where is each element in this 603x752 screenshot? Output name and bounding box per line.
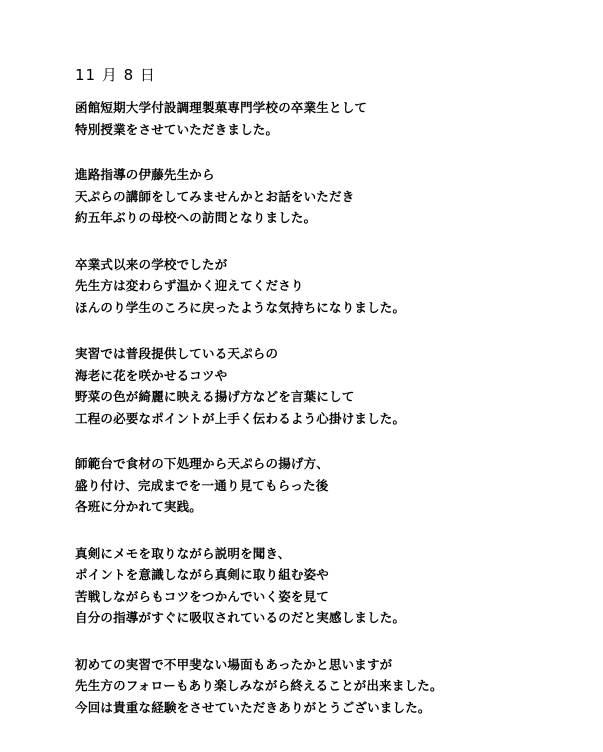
text-line: 苦戦しながらもコツをつかんでいく姿を見て: [75, 588, 330, 604]
text-line: 先生方のフォローもあり楽しみながら終えることが出来ました。: [75, 678, 443, 693]
text-line: 工程の必要なポイントが上手く伝わるよう心掛けました。: [75, 410, 406, 426]
text-line: 盛り付け、完成までを一通り見てもらった後: [75, 477, 329, 493]
text-line: 野菜の色が綺麗に映える揚げ方などを言葉にして: [75, 389, 355, 404]
text-line: 初めての実習で不甲斐ない場面もあったかと思いますが: [75, 656, 393, 672]
date-heading: 11 月 8 日: [75, 66, 156, 84]
text-line: 進路指導の伊藤先生から: [75, 167, 215, 182]
paragraph: [75, 543, 585, 629]
paragraph: [75, 164, 585, 229]
article-body: [75, 97, 585, 742]
text-line: 約五年ぶりの母校への訪問となりました。: [75, 210, 317, 225]
text-line: ポイントを意識しながら真剣に取り組む姿や: [75, 567, 330, 582]
text-line: 今回は貴重な経験をさせていただきありがとうございました。: [75, 699, 431, 715]
text-line: 天ぷらの講師をしてみませんかとお話をいただき: [75, 188, 355, 204]
paragraph: [75, 343, 585, 429]
text-line: 函館短期大学付設調理製菓専門学校の卒業生として: [75, 100, 368, 115]
text-line: 真剣にメモを取りながら説明を聞き、: [75, 545, 291, 561]
text-line: 各班に分かれて実践。: [75, 499, 203, 514]
paragraph: [75, 97, 585, 140]
paragraph: [75, 453, 585, 518]
text-line: 海老に花を咲かせるコツや: [75, 367, 228, 383]
text-line: 特別授業をさせていただきました。: [75, 121, 279, 137]
text-line: ほんのり学生のころに戻ったような気持ちになりました。: [75, 299, 406, 315]
paragraph: [75, 654, 585, 719]
text-line: 実習では普段提供している天ぷらの: [75, 346, 279, 361]
text-line: 卒業式以来の学校でしたが: [75, 256, 228, 272]
paragraph: [75, 254, 585, 319]
text-line: 先生方は変わらず温かく迎えてくださり: [75, 278, 304, 293]
text-line: 自分の指導がすぐに吸収されているのだと実感しました。: [75, 610, 406, 625]
text-line: 師範台で食材の下処理から天ぷらの揚げ方、: [75, 456, 330, 471]
